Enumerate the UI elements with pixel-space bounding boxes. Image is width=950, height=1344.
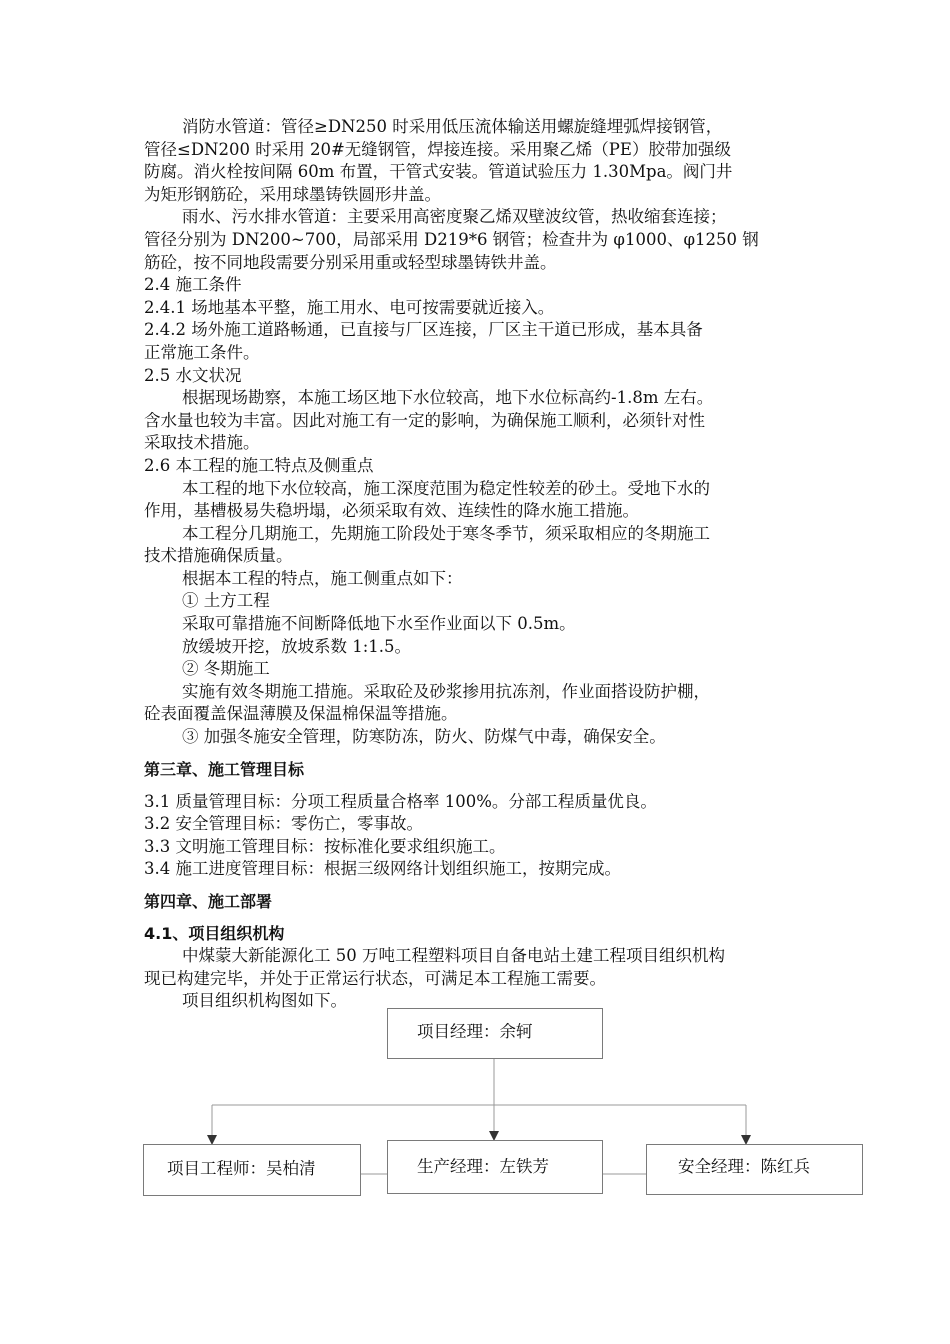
org-box-safety-manager (646, 1144, 863, 1195)
org-box-project-engineer (143, 1144, 361, 1196)
chapter4-line: 中煤蒙大新能源化工 50 万吨工程塑料项目自备电站土建工程项目组织机构 (182, 946, 725, 965)
body-line: 2.6 本工程的施工特点及侧重点 (144, 455, 374, 475)
body-line: 2.4 施工条件 (144, 275, 242, 295)
org-label-safety-manager: 安全经理：陈红兵 (678, 1157, 810, 1176)
body-line: 砼表面覆盖保温薄膜及保温棉保温等措施。 (144, 704, 458, 724)
body-line: 本工程的地下水位较高，施工深度范围为稳定性较差的砂土。受地下水的 (182, 478, 710, 498)
body-line: 采取技术措施。 (144, 433, 260, 453)
body-line: ② 冬期施工 (182, 659, 270, 679)
org-box-project-manager (387, 1008, 603, 1059)
org-label-project-manager: 项目经理：余轲 (417, 1022, 533, 1041)
body-line: 消防水管道：管径≥DN250 时采用低压流体输送用螺旋缝埋弧焊接钢管， (182, 117, 723, 136)
body-line: 2.4.2 场外施工道路畅通，已直接与厂区连接，厂区主干道已形成，基本具备 (144, 320, 703, 340)
chapter3-line: 3.1 质量管理目标：分项工程质量合格率 100%。分部工程质量优良。 (144, 791, 657, 811)
body-line: 作用，基槽极易失稳坍塌，必须采取有效、连续性的降水施工措施。 (144, 501, 639, 521)
body-line: 含水量也较为丰富。因此对施工有一定的影响，为确保施工顺利，必须针对性 (144, 410, 705, 430)
chapter3-line: 3.3 文明施工管理目标：按标准化要求组织施工。 (144, 836, 506, 856)
body-line: 2.4.1 场地基本平整，施工用水、电可按需要就近接入。 (144, 297, 555, 317)
body-line: 管径分别为 DN200~700，局部采用 D219*6 钢管；检查井为 φ1000、φ1250 钢 (144, 229, 759, 249)
chapter3-line: 3.4 施工进度管理目标：根据三级网络计划组织施工，按期完成。 (144, 859, 621, 879)
body-line: 本工程分几期施工，先期施工阶段处于寒冬季节，须采取相应的冬期施工 (182, 523, 710, 543)
body-line: 实施有效冬期施工措施。采取砼及砂浆掺用抗冻剂，作业面搭设防护棚， (182, 681, 710, 701)
org-box-production-manager (387, 1140, 603, 1194)
body-line: 管径≤DN200 时采用 20#无缝钢管，焊接连接。采用聚乙烯（PE）胶带加强级 (144, 139, 731, 159)
body-line: ① 土方工程 (182, 591, 270, 611)
body-line: ③ 加强冬施安全管理，防寒防冻，防火、防煤气中毒，确保安全。 (182, 727, 666, 747)
chapter3-title: 第三章、施工管理目标 (144, 759, 305, 779)
body-line: 技术措施确保质量。 (144, 546, 293, 566)
section-4-1-title: 4.1、项目组织机构 (144, 924, 285, 943)
body-line: 筋砼，按不同地段需要分别采用重或轻型球墨铸铁井盖。 (144, 252, 557, 272)
body-line: 放缓坡开挖，放坡系数 1:1.5。 (182, 636, 412, 656)
body-line: 雨水、污水排水管道：主要采用高密度聚乙烯双壁波纹管，热收缩套连接； (182, 207, 727, 227)
org-label-production-manager: 生产经理：左铁芳 (417, 1157, 549, 1176)
body-line: 采取可靠措施不间断降低地下水至作业面以下 0.5m。 (182, 614, 576, 634)
chapter4-line: 项目组织机构图如下。 (182, 991, 347, 1011)
body-line: 2.5 水文状况 (144, 365, 242, 385)
body-line: 根据本工程的特点，施工侧重点如下： (182, 568, 463, 588)
body-line: 防腐。消火栓按间隔 60m 布置，干管式安装。管道试验压力 1.30Mpa。阀门井 (144, 162, 733, 182)
chapter4-title: 第四章、施工部署 (144, 892, 273, 911)
body-line: 为矩形钢筋砼，采用球墨铸铁圆形井盖。 (144, 184, 441, 204)
chapter3-line: 3.2 安全管理目标：零伤亡，零事故。 (144, 814, 423, 834)
org-label-project-engineer: 项目工程师：吴柏清 (167, 1159, 316, 1178)
chapter4-line: 现已构建完毕，并处于正常运行状态，可满足本工程施工需要。 (144, 968, 606, 988)
body-line: 正常施工条件。 (144, 342, 260, 362)
body-line: 根据现场勘察，本施工场区地下水位较高，地下水位标高约-1.8m 左右。 (182, 388, 714, 408)
